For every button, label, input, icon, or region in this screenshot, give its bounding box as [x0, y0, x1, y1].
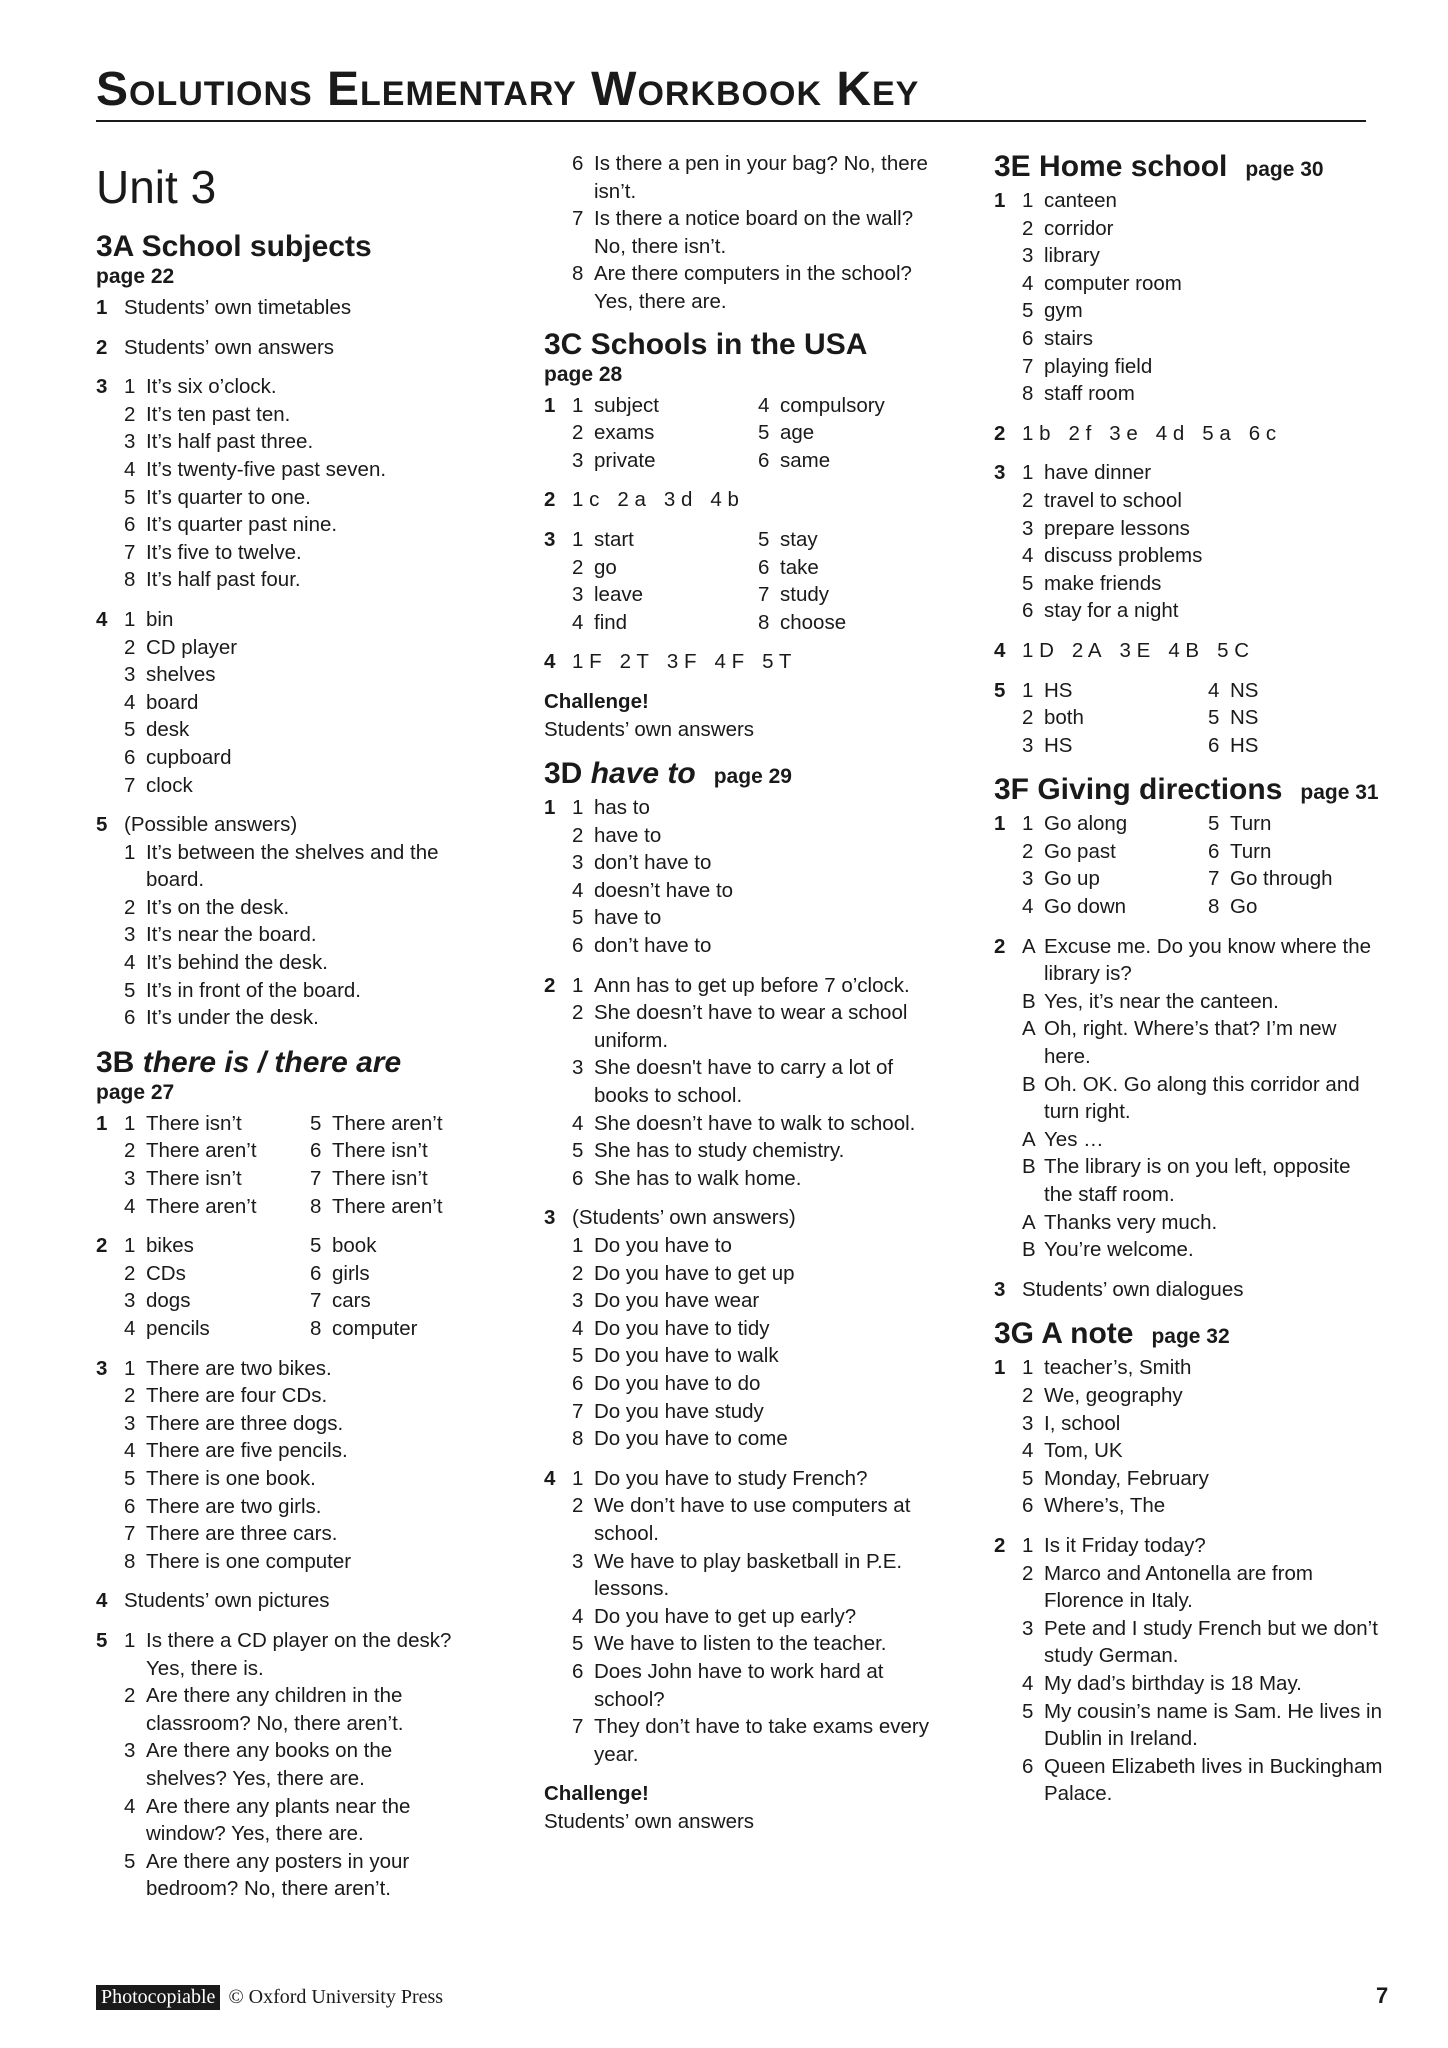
- list-item: 1 Ann has to get up before 7 o’clock.: [572, 973, 910, 997]
- exercise-1: 1 1 canteen 2 corridor 3 library 4 computer room 5 gym 6 stairs 7 playing field 8 staff room: [994, 187, 1384, 408]
- answer-text: Students’ own dialogues: [1022, 1277, 1244, 1301]
- challenge-label: Challenge!: [544, 689, 649, 713]
- dialogue-line: A Yes …: [1022, 1127, 1104, 1151]
- challenge: [544, 688, 944, 743]
- list-item: 4 Tom, UK: [1022, 1439, 1123, 1463]
- list-item: 8 staff room: [1022, 382, 1135, 406]
- list-item: 6 She has to walk home.: [572, 1166, 802, 1190]
- unit-title: Unit 3: [96, 161, 217, 213]
- exercise-intro: (Students’ own answers): [572, 1206, 796, 1230]
- list-item: 8 There is one computer: [124, 1549, 352, 1573]
- list-item: 1 HS: [1022, 678, 1073, 702]
- list-item: 6 stay for a night: [1022, 599, 1179, 623]
- section-title: 3A School subjects: [96, 230, 372, 263]
- list-item: 3 It’s near the board.: [124, 923, 317, 947]
- dialogue-line: A Oh, right. Where’s that? I’m new here.: [1022, 1017, 1337, 1069]
- list-item: 6 Turn: [1208, 839, 1272, 863]
- list-item: 4 discuss problems: [1022, 544, 1203, 568]
- list-item: 6 HS: [1208, 733, 1259, 757]
- list-item: 1 teacher’s, Smith: [1022, 1356, 1192, 1380]
- exercise-5: 5 (Possible answers) 1 It’s between the shelves and the board. 2 It’s on the desk. 3 It’s near the board. 4 It’s behind the desk. 5 It’s in front of the board. 6 It’s under the desk.: [96, 811, 476, 1032]
- section-page: page 28: [544, 362, 623, 386]
- list-item: 8 Do you have to come: [572, 1427, 788, 1451]
- section-title: 3G A note page 32: [994, 1317, 1230, 1351]
- exercise-2: 2 1 Is it Friday today? 2 Marco and Antonella are from Florence in Italy. 3 Pete and I study French but we don’t study German. 4 My dad’s birthday is 18 May. 5 My cousin’s name is Sam. He lives in Dublin in Ireland. 6 Queen Elizabeth lives in Buckingham Palace.: [994, 1532, 1384, 1808]
- list-item: 6 same: [758, 448, 831, 472]
- list-item: 5 Do you have to walk: [572, 1344, 779, 1368]
- list-item: 3 There are three dogs.: [124, 1411, 344, 1435]
- list-item: 4 My dad’s birthday is 18 May.: [1022, 1671, 1302, 1695]
- section-title: 3F Giving directions page 31: [994, 773, 1379, 807]
- exercise-4: 4 Students’ own pictures: [96, 1587, 476, 1615]
- list-item: 2 It’s on the desk.: [124, 895, 290, 919]
- list-item: 2 It’s ten past ten.: [124, 402, 291, 426]
- answer-text: Students’ own answers: [124, 335, 335, 359]
- list-item: 3 Are there any books on the shelves? Yes, there are.: [124, 1739, 393, 1790]
- list-item: 2 corridor: [1022, 216, 1114, 240]
- list-item: 7 There isn’t: [310, 1167, 428, 1191]
- column-2: [544, 150, 944, 1849]
- list-item: 5 have to: [572, 906, 662, 930]
- section-page: page 27: [96, 1080, 175, 1104]
- copyright: © Oxford University Press: [228, 1986, 444, 2008]
- exercise-1: 1 1 Go along 5 Turn 2 Go past 6 Turn 3 Go up 7 Go through 4 Go down 8 Go: [994, 810, 1384, 920]
- exercise-1: 1 1 subject 4 compulsory 2 exams 5 age 3 private 6 same: [544, 392, 944, 475]
- section-3g: [994, 1317, 1384, 1808]
- list-item: 5 NS: [1208, 706, 1259, 730]
- list-item: 8 computer: [310, 1317, 418, 1340]
- answer: 2 A: [1071, 638, 1102, 662]
- list-item: 6 Where’s, The: [1022, 1494, 1166, 1518]
- list-item: 7 playing field: [1022, 354, 1153, 378]
- answer: 1 F: [572, 650, 602, 674]
- list-item: 4 Go down: [1022, 895, 1127, 919]
- exercise-3: 3 1 start 5 stay 2 go 6 take 3 leave 7 study 4 find 8 choose: [544, 526, 944, 636]
- list-item: 6 stairs: [1022, 326, 1093, 350]
- answer: 3 E: [1119, 638, 1151, 662]
- section-3e: [994, 150, 1384, 759]
- list-item: 5 make friends: [1022, 571, 1162, 595]
- section-3f: [994, 773, 1384, 1303]
- exercise-5: 5 1 HS 4 NS 2 both 5 NS 3 HS 6 HS: [994, 677, 1384, 760]
- list-item: 3 Do you have wear: [572, 1289, 760, 1313]
- exercise-5: 5 1 Is there a CD player on the desk? Yes, there is. 2 Are there any children in the classroom? No, there aren’t. 3 Are there any books on the shelves? Yes, there are. 4 Are there any plants near the window? Yes, there are. 5 Are there any posters in your bedroom? No, there aren’t.: [96, 1627, 476, 1903]
- list-item: 5 There aren’t: [310, 1111, 443, 1135]
- answer: 4 F: [714, 650, 745, 674]
- answer: 3 d: [663, 488, 693, 512]
- section-page: page 22: [96, 265, 175, 288]
- section-3b: [96, 1046, 476, 1903]
- list-item: 7 It’s five to twelve.: [124, 540, 302, 564]
- list-item: 3 don’t have to: [572, 851, 712, 875]
- list-item: 4 find: [572, 610, 628, 634]
- exercise-3: 3 (Students’ own answers) 1 Do you have to 2 Do you have to get up 3 Do you have wear 4 Do you have to tidy 5 Do you have to walk 6 Do you have to do 7 Do you have study 8 Do you have to come: [544, 1204, 944, 1452]
- list-item: 4 It’s twenty-five past seven.: [124, 457, 387, 481]
- list-item: 8 choose: [758, 610, 847, 634]
- section-title: 3B there is / there are: [96, 1045, 402, 1079]
- list-item: 4 There aren’t: [124, 1194, 257, 1218]
- list-item: 6 Do you have to do: [572, 1371, 761, 1395]
- list-item: 2 There are four CDs.: [124, 1384, 328, 1408]
- list-item: 2 exams: [572, 421, 655, 445]
- list-item: 1 There isn’t: [124, 1111, 242, 1135]
- photocopiable-label: Photocopiable: [96, 1985, 220, 2010]
- list-item: 6 Queen Elizabeth lives in Buckingham Palace.: [1022, 1754, 1383, 1806]
- list-item: 3 Go up: [1022, 867, 1100, 891]
- answer: 2 T: [619, 650, 649, 674]
- answer: 3 e: [1109, 421, 1138, 445]
- list-item: 1 subject: [572, 393, 659, 417]
- list-item: 8 Go: [1208, 895, 1258, 919]
- list-item: 4 It’s behind the desk.: [124, 951, 328, 975]
- exercise-4: 4 1 Do you have to study French? 2 We don’t have to use computers at school. 3 We have to play basketball in P.E. lessons. 4 Do you have to get up early? 5 We have to listen to the teacher. 6 Does John have to work hard at school? 7 They don’t have to take exams every year.: [544, 1465, 944, 1769]
- answer: 5 T: [762, 650, 792, 674]
- list-item: 1 There are two bikes.: [124, 1356, 332, 1380]
- answer: 5 a: [1202, 421, 1231, 445]
- column-3: [994, 150, 1384, 1822]
- list-item: 6 don’t have to: [572, 934, 712, 958]
- exercise-4: 4 1 F 2 T 3 F 4 F 5 T: [544, 650, 792, 674]
- list-item: 4 board: [124, 690, 199, 714]
- list-item: 2 We don’t have to use computers at school.: [572, 1494, 911, 1545]
- section-page: page 30: [1245, 158, 1324, 181]
- list-item: 3 private: [572, 448, 656, 472]
- challenge-answer: Students’ own answers: [544, 1809, 755, 1833]
- list-item: 5 My cousin’s name is Sam. He lives in Dublin in Ireland.: [1022, 1699, 1382, 1751]
- list-item: 5 We have to listen to the teacher.: [572, 1632, 887, 1656]
- list-item: 5 desk: [124, 718, 190, 742]
- list-item: 7 study: [758, 583, 829, 607]
- list-item: 8 Are there computers in the school? Yes, there are.: [572, 262, 912, 313]
- list-item: 1 Do you have to study French?: [572, 1466, 868, 1490]
- section-page: page 32: [1151, 1325, 1230, 1349]
- list-item: 4 doesn’t have to: [572, 878, 734, 902]
- list-item: 2 Go past: [1022, 839, 1116, 863]
- answer: 4 b: [710, 488, 739, 512]
- section-page: page 31: [1300, 781, 1379, 805]
- list-item: 7 Go through: [1208, 867, 1333, 891]
- section-title: 3E Home school page 30: [994, 150, 1324, 183]
- exercise-4: 4 1 bin 2 CD player 3 shelves 4 board 5 desk 6 cupboard 7 clock: [96, 606, 476, 799]
- list-item: 1 bin: [124, 607, 174, 631]
- answer: 6 c: [1248, 421, 1277, 445]
- exercise-2: 2 A Excuse me. Do you know where the library is? B Yes, it’s near the canteen. A Oh, right. Where’s that? I’m new here. B Oh. OK. Go along this corridor and turn right. A Yes … B The library is on you left, opposite the staff room. A Thanks very much. B You’re welcome.: [994, 933, 1384, 1264]
- list-item: 7 cars: [310, 1289, 371, 1313]
- exercise-2: 2 1 b 2 f 3 e 4 d 5 a 6 c: [994, 421, 1277, 445]
- list-item: 3 prepare lessons: [1022, 516, 1190, 540]
- list-item: 2 CDs: [124, 1261, 186, 1285]
- answer: 3 F: [666, 650, 697, 674]
- exercise-intro: (Possible answers): [124, 813, 298, 837]
- list-item: 6 Is there a pen in your bag? No, there isn’t.: [572, 152, 928, 203]
- list-item: 1 It’s six o’clock.: [124, 375, 277, 399]
- list-item: 7 They don’t have to take exams every year.: [572, 1715, 930, 1766]
- list-item: 6 girls: [310, 1261, 370, 1285]
- list-item: 4 NS: [1208, 678, 1259, 702]
- exercise-3: 3 Students’ own dialogues: [994, 1276, 1384, 1304]
- section-3a: [96, 230, 476, 1032]
- list-item: 5 Are there any posters in your bedroom? No, there aren’t.: [124, 1849, 410, 1901]
- list-item: 3 shelves: [124, 663, 216, 687]
- list-item: 5 age: [758, 421, 815, 445]
- list-item: 4 computer room: [1022, 271, 1182, 295]
- dialogue-line: A Thanks very much.: [1022, 1210, 1218, 1234]
- list-item: 1 has to: [572, 796, 650, 820]
- list-item: 3 She doesn't have to carry a lot of books to school.: [572, 1056, 894, 1108]
- answer-text: Students’ own timetables: [124, 296, 352, 319]
- answer: 2 f: [1068, 421, 1092, 445]
- column-1: [96, 150, 476, 1917]
- list-item: 6 There isn’t: [310, 1139, 428, 1163]
- list-item: 7 clock: [124, 773, 193, 797]
- exercise-1: 1 Students’ own timetables: [96, 294, 476, 322]
- list-item: 5 There is one book.: [124, 1466, 316, 1490]
- list-item: 2 travel to school: [1022, 488, 1182, 512]
- list-item: 6 cupboard: [124, 745, 232, 769]
- challenge: [544, 1780, 944, 1835]
- list-item: 1 start: [572, 527, 634, 551]
- exercise-2: 2 1 bikes 5 book 2 CDs 6 girls 3 dogs 7 cars 4 pencils 8 computer: [96, 1232, 476, 1342]
- list-item: 1 It’s between the shelves and the board.: [124, 840, 439, 892]
- list-item: 5 She has to study chemistry.: [572, 1139, 845, 1163]
- list-item: 5 It’s in front of the board.: [124, 978, 361, 1002]
- list-item: 1 bikes: [124, 1234, 194, 1258]
- list-item: 6 take: [758, 555, 819, 579]
- answer: 2 a: [617, 488, 646, 512]
- list-item: 2 go: [572, 555, 617, 579]
- exercise-1: 1 1 has to 2 have to 3 don’t have to 4 doesn’t have to 5 have to 6 don’t have to: [544, 794, 944, 960]
- exercise-1: 1 1 teacher’s, Smith 2 We, geography 3 I, school 4 Tom, UK 5 Monday, February 6 Where’s, The: [994, 1354, 1384, 1520]
- dialogue-line: A Excuse me. Do you know where the library is?: [1022, 934, 1372, 986]
- list-item: 6 It’s under the desk.: [124, 1006, 319, 1030]
- list-item: 2 Do you have to get up: [572, 1261, 795, 1285]
- list-item: 4 Are there any plants near the window? Yes, there are.: [124, 1794, 411, 1846]
- list-item: 7 Is there a notice board on the wall? No, there isn’t.: [572, 207, 914, 258]
- list-item: 3 It’s half past three.: [124, 430, 314, 454]
- list-item: 6 There are two girls.: [124, 1494, 322, 1518]
- list-item: 1 Is there a CD player on the desk? Yes, there is.: [124, 1628, 452, 1680]
- list-item: 7 Do you have study: [572, 1399, 764, 1423]
- list-item: 3 I, school: [1022, 1411, 1121, 1435]
- answer-text: Students’ own pictures: [124, 1589, 330, 1613]
- list-item: 2 both: [1022, 706, 1084, 730]
- list-item: 4 compulsory: [758, 393, 885, 417]
- document-title: Solutions Elementary Workbook Key: [96, 62, 1366, 122]
- list-item: 3 library: [1022, 244, 1100, 268]
- list-item: 2 CD player: [124, 635, 238, 659]
- list-item: 2 There aren’t: [124, 1139, 257, 1163]
- list-item: 4 She doesn’t have to walk to school.: [572, 1111, 916, 1135]
- list-item: 5 Turn: [1208, 812, 1272, 836]
- dialogue-line: B The library is on you left, opposite the staff room.: [1022, 1155, 1351, 1206]
- list-item: 1 Go along: [1022, 812, 1128, 836]
- challenge-answer: Students’ own answers: [544, 717, 755, 741]
- dialogue-line: B You’re welcome.: [1022, 1238, 1194, 1262]
- list-item: 2 Are there any children in the classroom? No, there aren’t.: [124, 1684, 404, 1735]
- list-item: 1 have dinner: [1022, 461, 1152, 485]
- list-item: 5 book: [310, 1234, 377, 1258]
- exercise-5-continued: [544, 150, 944, 316]
- list-item: 4 There are five pencils.: [124, 1439, 348, 1463]
- section-3d: [544, 757, 944, 1835]
- exercise-1: 1 1 There isn’t 5 There aren’t 2 There aren’t 6 There isn’t 3 There isn’t 7 There isn’t 4 There aren’t 8 There aren’t: [96, 1110, 476, 1220]
- answer: 5 C: [1217, 638, 1250, 662]
- list-item: 5 Monday, February: [1022, 1466, 1209, 1490]
- answer: 1 D: [1022, 638, 1054, 662]
- list-item: 7 There are three cars.: [124, 1522, 338, 1546]
- list-item: 5 gym: [1022, 299, 1083, 323]
- list-item: 3 We have to play basketball in P.E. lessons.: [572, 1549, 903, 1601]
- list-item: 2 She doesn’t have to wear a school uniform.: [572, 1001, 908, 1052]
- section-3c: [544, 328, 944, 744]
- answer: 1 b: [1022, 421, 1051, 445]
- section-title: 3C Schools in the USA: [544, 327, 868, 361]
- list-item: 5 It’s quarter to one.: [124, 485, 311, 509]
- exercise-4: 4 1 D 2 A 3 E 4 B 5 C: [994, 638, 1250, 662]
- page-number: 7: [1376, 1983, 1389, 2008]
- list-item: 6 It’s quarter past nine.: [124, 513, 338, 537]
- list-item: 3 HS: [1022, 733, 1073, 757]
- dialogue-line: B Oh. OK. Go along this corridor and turn right.: [1022, 1072, 1360, 1124]
- answer: 1 c: [572, 488, 600, 512]
- list-item: 8 There aren’t: [310, 1194, 443, 1218]
- exercise-3: 3 1 There are two bikes. 2 There are four CDs. 3 There are three dogs. 4 There are five pencils. 5 There is one book. 6 There are two girls. 7 There are three cars. 8 There is one computer: [96, 1355, 476, 1576]
- challenge-label: Challenge!: [544, 1782, 649, 1806]
- list-item: 3 dogs: [124, 1289, 191, 1313]
- list-item: 3 leave: [572, 583, 644, 607]
- exercise-3: 3 1 It’s six o’clock. 2 It’s ten past ten. 3 It’s half past three. 4 It’s twenty-five past seven. 5 It’s quarter to one. 6 It’s quarter past nine. 7 It’s five to twelve. 8 It’s half past four.: [96, 373, 476, 594]
- list-item: 2 We, geography: [1022, 1383, 1183, 1407]
- section-title: 3D have to page 29: [544, 757, 792, 791]
- list-item: 3 Pete and I study French but we don’t study German.: [1022, 1616, 1378, 1668]
- list-item: 4 Do you have to get up early?: [572, 1604, 857, 1628]
- list-item: 4 Do you have to tidy: [572, 1316, 770, 1340]
- list-item: 5 stay: [758, 527, 818, 551]
- answer: 4 d: [1155, 421, 1185, 445]
- exercise-2: 2 1 Ann has to get up before 7 o’clock. 2 She doesn’t have to wear a school uniform. 3 She doesn't have to carry a lot of books to school. 4 She doesn’t have to walk to school. 5 She has to study chemistry. 6 She has to walk home.: [544, 972, 944, 1193]
- dialogue-line: B Yes, it’s near the canteen.: [1022, 989, 1279, 1013]
- list-item: 3 There isn’t: [124, 1167, 242, 1191]
- exercise-3: 3 1 have dinner 2 travel to school 3 prepare lessons 4 discuss problems 5 make friends 6 stay for a night: [994, 459, 1384, 625]
- exercise-2: 2 1 c 2 a 3 d 4 b: [544, 488, 739, 512]
- exercise-2: 2 Students’ own answers: [96, 334, 476, 362]
- list-item: 2 Marco and Antonella are from Florence in Italy.: [1022, 1561, 1313, 1613]
- list-item: 8 It’s half past four.: [124, 568, 301, 592]
- list-item: 1 canteen: [1022, 189, 1117, 212]
- footer: [96, 1985, 443, 2010]
- section-page: page 29: [713, 765, 792, 789]
- list-item: 1 Do you have to: [572, 1234, 732, 1257]
- list-item: 2 have to: [572, 823, 662, 847]
- list-item: 6 Does John have to work hard at school?: [572, 1659, 884, 1711]
- list-item: 1 Is it Friday today?: [1022, 1533, 1206, 1557]
- answer: 4 B: [1168, 638, 1200, 662]
- list-item: 4 pencils: [124, 1317, 210, 1340]
